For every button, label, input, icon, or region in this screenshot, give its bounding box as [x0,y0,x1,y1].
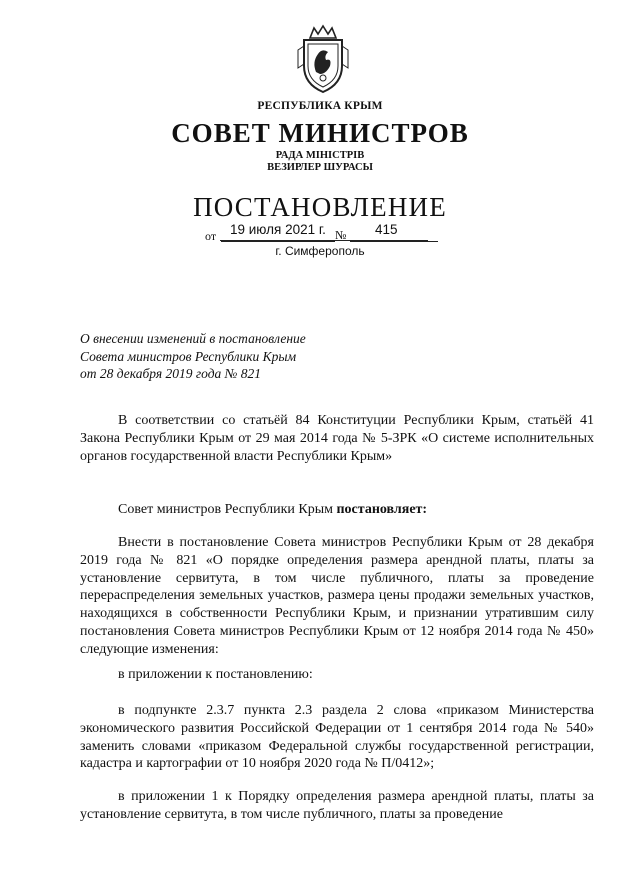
subject-line: Совета министров Республики Крым [80,348,297,364]
council-title-crimean-tatar: ВЕЗИРЛЕР ШУРАСЫ [267,162,373,173]
city-divider [220,240,428,241]
republic-title: РЕСПУБЛИКА КРЫМ [257,100,383,112]
date-underline [221,241,335,242]
council-title: СОВЕТ МИНИСТРОВ [171,118,469,148]
appendix-1-paragraph: в приложении 1 к Порядку определения размера арендной платы, платы за установление сервитута, в том числе публичного, платы за проведение [80,789,594,822]
council-title-ukrainian: РАДА МІНІСТРІВ [275,150,365,161]
decree-date: 19 июля 2021 г. [230,222,326,237]
resolution-lead: Совет министров Республики Крым [118,502,337,517]
resolution-paragraph [80,501,594,519]
crimea-coat-of-arms-icon [296,24,350,96]
preamble-paragraph: В соответствии со статьёй 84 Конституции Республики Крым, статьёй 41 Закона Республики Крым от 29 мая 2014 года № 5-ЗРК «О системе исполнительных органов государственной власти Республики Крым» [80,413,594,464]
resolution-verb: постановляет: [336,502,428,517]
date-prefix: от [205,229,217,243]
subparagraph-amendment: в подпункте 2.3.7 пункта 2.3 раздела 2 слова «приказом Министерства экономического развития Российской Федерации от 1 сентября 2014 года № 540» заменить словами «приказом Федеральной службы государственной регистрации, кадастра и картографии от 10 ноября 2020 года № П/0412»; [80,703,594,772]
decree-number: 415 [375,222,398,237]
city-name: г. Симферополь [275,244,365,258]
appendix-paragraph: в приложении к постановлению: [118,667,313,682]
decree-subject [80,330,380,383]
document-type-title: ПОСТАНОВЛЕНИЕ [193,192,447,222]
amendment-paragraph: Внести в постановление Совета министров Республики Крым от 28 декабря 2019 года № 821 «О порядке определения размера арендной платы, платы за установление сервитута, в том числе публичного, платы за проведение перераспределения земельных участков, размера цены продажи земельных участков, находящихся в собственности Республики Крым, и признании утратившим силу постановления Совета министров Республики Крым от 12 ноября 2014 года № 450» следующие изменения: [80,535,594,657]
number-underline [350,241,438,242]
number-sign: № [335,228,347,242]
subject-line: от 28 декабря 2019 года № 821 [80,366,261,381]
subject-line: О внесении изменений в постановление [80,331,306,346]
